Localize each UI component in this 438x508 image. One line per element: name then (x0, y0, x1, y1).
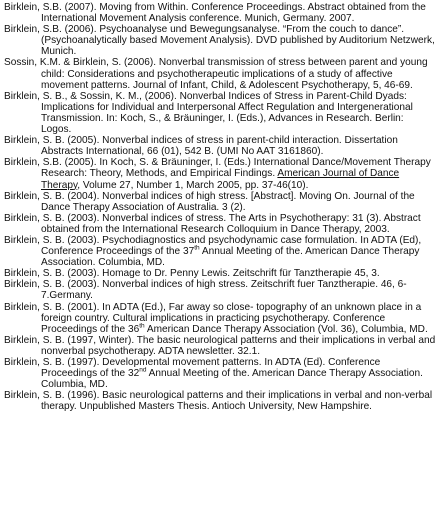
reference-text: Birklein, S. B. (1996). Basic neurological patterns and their implications in verbal and non-verbal therapy. Unpublished Masters Thesis. Antioch University, New Hampshire. (4, 390, 433, 413)
reference-entry (4, 2, 436, 24)
reference-text: Birklein, S. B. (2003). Psychodiagnostics and psychodynamic case formulation. In ADTA (Ed), Conference Proceedings of the 37 (4, 234, 422, 258)
journal-title: American Journal of Dance Therapy (41, 168, 400, 191)
reference-text: Birklein, S. B. (2003). Nonverbal indices of stress. The Arts in Psychotherapy: 31 (3). Abstract obtained from the International Research Colloquium in Dance Therapy, 2003. (4, 212, 421, 235)
reference-list (4, 2, 436, 412)
reference-entry (4, 191, 436, 213)
reference-text: Birklein, S. B. (2003). Homage to Dr. Penny Lewis. Zeitschrift für Tanztherapie 45, 3. (4, 268, 380, 280)
reference-entry (4, 24, 436, 57)
reference-text: Birklein, S. B., & Sossin, K. M., (2006). Nonverbal Indices of Stress in Parent-Child Dyads: Implications for Individual and Interpersonal Affect Regulation and Intergenerational Transmission. In: Koch, S., & Bräuninger, I. (Eds.), Advances in Research. Berlin: Logos. (4, 90, 413, 136)
reference-entry (4, 302, 436, 335)
reference-text: Birklein, S. B. (1997, Winter). The basic neurological patterns and their implications in verbal and nonverbal psychotherapy. ADTA newsletter. 32.1. (4, 334, 436, 357)
ordinal-suffix: th (139, 322, 145, 330)
reference-entry (4, 279, 436, 301)
reference-text: Birklein, S.B. (2007). Moving from Within. Conference Proceedings. Abstract obtained from the International Movement Analysis conference. Munich, Germany. 2007. (4, 2, 426, 25)
ordinal-suffix: nd (139, 366, 147, 374)
reference-entry (4, 91, 436, 135)
reference-text: American Dance Therapy Association (Vol. 36), Columbia, MD. (144, 323, 428, 335)
reference-entry (4, 157, 436, 190)
reference-entry (4, 235, 436, 268)
reference-text: Annual Meeting of the. American Dance Therapy Association. Columbia, MD. (41, 246, 420, 269)
reference-entry (4, 357, 436, 390)
reference-entry (4, 268, 436, 279)
reference-entry (4, 335, 436, 357)
reference-text: Birklein, S. B. (2001). In ADTA (Ed.), Far away so close- topography of an unknown place in a foreign country. Cultural implications in practicing psychotherapy. Conference Proceedings of the 36 (4, 301, 422, 335)
reference-text: Birklein, S. B. (2003). Nonverbal indices of high stress. Zeitschrift fuer Tanztherapie. 46, 6-7.Germany. (4, 279, 407, 302)
reference-text: , Volume 27, Number 1, March 2005, pp. 37-46(10). (77, 179, 309, 191)
reference-text: Birklein, S. B. (1997). Developmental movement patterns. In ADTA (Ed). Conference Proceedings of the 32 (4, 357, 381, 380)
reference-text: Birklein, S.B. (2005). In Koch, S. & Bräuninger, I. (Eds.) International Dance/Movement Therapy Research: Theory, Methods, and Empirical Findings. (4, 157, 431, 180)
reference-text: Birklein, S. B. (2005). Nonverbal indices of stress in parent-child interaction. Dissertation Abstracts International, 66 (01), 542 B. (UMI No AAT 3161860). (4, 135, 398, 158)
reference-entry (4, 213, 436, 235)
reference-text: Sossin, K.M. & Birklein, S. (2006). Nonverbal transmission of stress between parent and young child: Considerations and psychotherapeutic implications of a study of affective movement patterns. Journal of Infant, Child, & Adolescent Psychotherapy, 5, 46-69. (4, 57, 428, 91)
reference-text: Birklein, S.B. (2006). Psychoanalyse und Bewegungsanalyse. “From the couch to dance”. (Psychoanalytically based Movement Analysis). DVD published by Auditorium Netzwerk, Munich. (4, 24, 435, 58)
reference-entry (4, 135, 436, 157)
reference-entry (4, 57, 436, 90)
reference-text: Birklein, S. B. (2004). Nonverbal indices of high stress. [Abstract]. Moving On. Journal of the Dance Therapy Association of Australia. 3 (2). (4, 190, 415, 213)
ordinal-suffix: th (194, 244, 200, 252)
reference-entry (4, 390, 436, 412)
reference-text: Annual Meeting of the. American Dance Therapy Association. Columbia, MD. (41, 368, 423, 391)
